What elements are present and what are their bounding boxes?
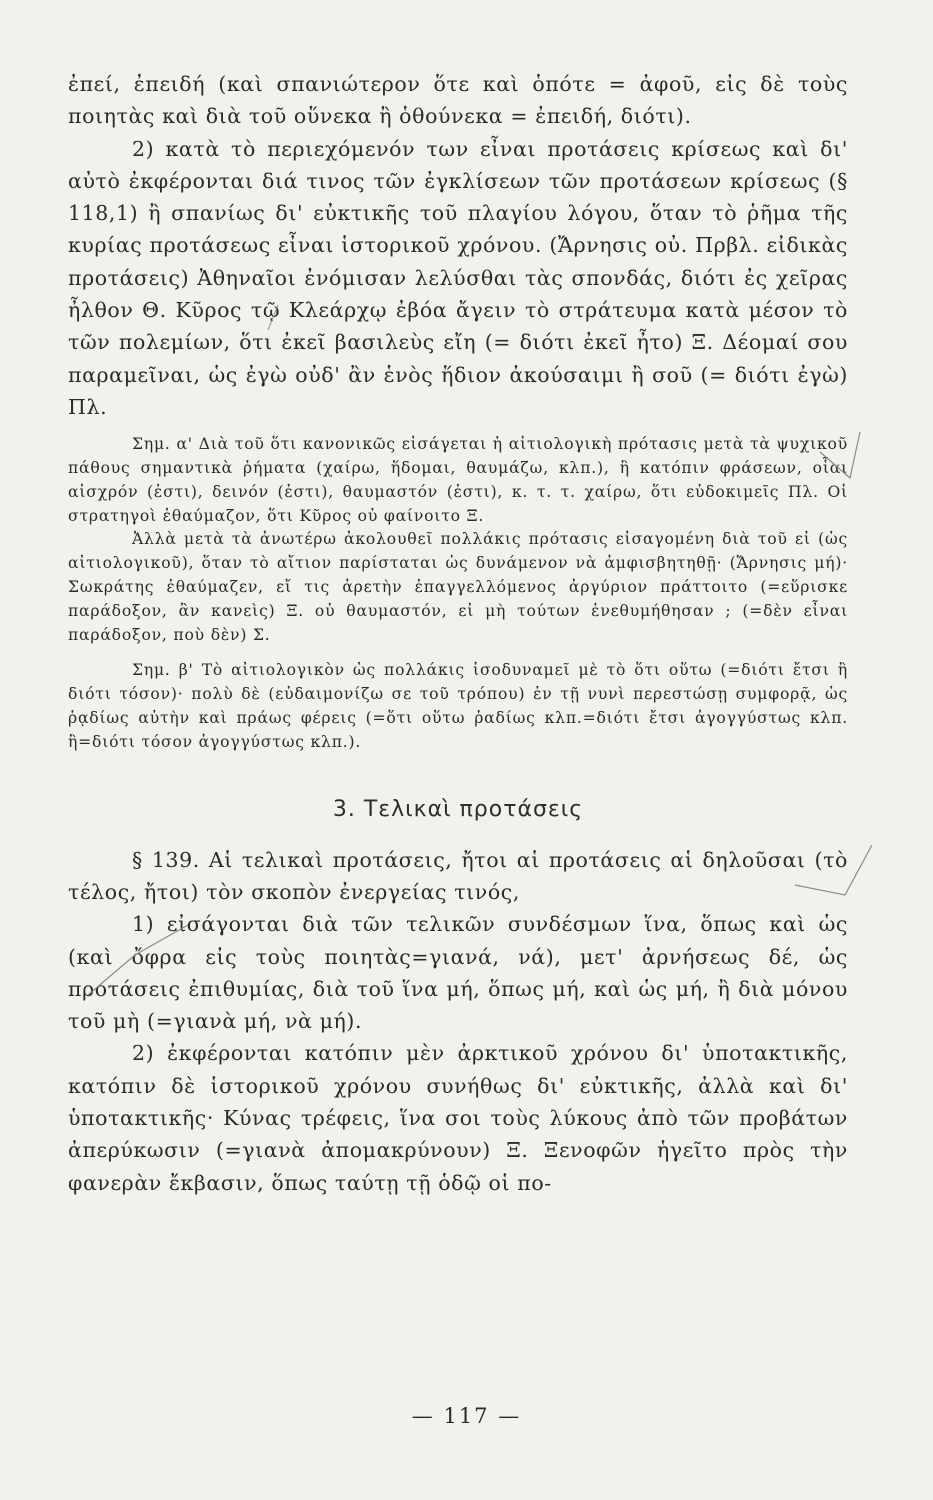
note-paragraph: Σημ. β' Τὸ αἰτιολογικὸν ὡς πολλάκις ἰσοδυναμεῖ μὲ τὸ ὅτι οὕτω (=διότι ἔτσι ἢ διότι τόσον)· πολὺ δὲ (εὐδαιμονίζω σε τοῦ τρόπου) ἐν τῇ νυνὶ περεστώσῃ συμφορᾷ, ὡς ῥᾳδίως αὐτὴν καὶ πράως φέρεις (=ὅτι οὕτω ῥαδίως κλπ.=διότι ἔτσι ἀγογγύστως κλπ. ἢ=διότι τόσον ἀγογγύστως κλπ.). bbox=[68, 661, 848, 751]
page-number: — 117 — bbox=[411, 1404, 522, 1428]
section-heading: 3. Τελικαὶ προτάσεις bbox=[332, 796, 584, 822]
note-paragraph: Σημ. α' Διὰ τοῦ ὅτι κανονικῶς εἰσάγεται ἡ αἰτιολογικὴ πρότασις μετὰ τὰ ψυχικοῦ πάθους σημαντικὰ ῥήματα (χαίρω, ἥδομαι, θαυμάζω, κλπ.), ἢ κατόπιν φράσεων, οἷαι αἰσχρόν (ἐστι), δεινόν (ἐστι), θαυμαστόν (ἐστι), κ. τ. τ. χαίρω, ὅτι εὐδοκιμεῖς Πλ. Οἱ στρατηγοὶ ἐθαύμαζον, ὅτι Κῦρος οὐ φαίνοιτο Ξ. bbox=[68, 435, 848, 525]
body-paragraph: ἐπεί, ἐπειδή (καὶ σπανιώτερον ὅτε καὶ ὁπότε = ἀφοῦ, εἰς δὲ τοὺς ποιητὰς καὶ διὰ τοῦ οὕνεκα ἢ ὁθούνεκα = ἐπειδή, διότι). bbox=[68, 72, 848, 129]
pencil-check-mark bbox=[795, 845, 872, 895]
note-paragraph: Ἀλλὰ μετὰ τὰ ἀνωτέρω ἀκολουθεῖ πολλάκις πρότασις εἰσαγομένη διὰ τοῦ εἰ (ὡς αἰτιολογικοῦ), ὅταν τὸ αἴτιον παρίσταται ὡς δυνάμενον νὰ ἀμφισβητηθῇ· (Ἄρνησις μή)· Σωκράτης ἐθαύμαζεν, εἴ τις ἀρετὴν ἐπαγγελλόμενος ἀργύριον πράττοιτο (=εὕρισκε παράδοξον, ἂν κανεὶς) Ξ. οὐ θαυμαστόν, εἰ μὴ τούτων ἐνεθυμήθησαν ; (=δὲν εἶναι παράδοξον, ποὺ δὲν) Σ. bbox=[68, 530, 848, 644]
pencil-check-mark bbox=[88, 925, 188, 995]
pencil-check-mark bbox=[820, 432, 860, 478]
section-paragraph: 1) εἰσάγονται διὰ τῶν τελικῶν συνδέσμων ἵνα, ὅπως καὶ ὡς (καὶ ὄφρα εἰς τοὺς ποιητὰς=γιανά, νά), μετ' ἀρνήσεως δέ, ὡς προτάσεις ἐπιθυμίας, διὰ τοῦ ἵνα μή, ὅπως μή, καὶ ὡς μή, ἢ διὰ μόνου τοῦ μὴ (=γιανὰ μή, νὰ μή). bbox=[68, 912, 848, 1034]
section-paragraph: 2) ἐκφέρονται κατόπιν μὲν ἀρκτικοῦ χρόνου δι' ὑποτακτικῆς, κατόπιν δὲ ἱστορικοῦ χρόνου συνήθως δι' εὐκτικῆς, ἀλλὰ καὶ δι' ὑποτακτικῆς· Κύνας τρέφεις, ἵνα σοι τοὺς λύκους ἀπὸ τῶν προβάτων ἀπερύκωσιν (=γιανὰ ἀπομακρύνουν) Ξ. Ξενοφῶν ἡγεῖτο πρὸς τὴν φανερὰν ἔκβασιν, ὅπως ταύτῃ τῇ ὁδῷ οἱ πο- bbox=[68, 1041, 848, 1195]
pencil-stroke bbox=[268, 305, 278, 330]
body-paragraph: 2) κατὰ τὸ περιεχόμενόν των εἶναι προτάσεις κρίσεως καὶ δι' αὐτὸ ἐκφέρονται διά τινος τῶν ἐγκλίσεων τῶν προτάσεων κρίσεως (§ 118,1) ἢ σπανίως δι' εὐκτικῆς τοῦ πλαγίου λόγου, ὅταν τὸ ῥῆμα τῆς κυρίας προτάσεως εἶναι ἱστορικοῦ χρόνου. (Ἄρνησις οὐ. Πρβλ. εἰδικὰς προτάσεις) Ἀθηναῖοι ἐνόμισαν λελύσθαι τὰς σπονδάς, διότι ἐς χεῖρας ἦλθον Θ. Κῦρος τῷ Κλεάρχῳ ἐβόα ἄγειν τὸ στράτευμα κατὰ μέσον τὸ τῶν πολεμίων, ὅτι ἐκεῖ βασιλεὺς εἴη (= διότι ἐκεῖ ἦτο) Ξ. Δέομαί σου παραμεῖναι, ὡς ἐγὼ οὐδ' ἂν ἑνὸς ἥδιον ἀκούσαιμι ἢ σοῦ (= διότι ἐγὼ) Πλ. bbox=[68, 136, 848, 419]
section-paragraph: § 139. Αἱ τελικαὶ προτάσεις, ἤτοι αἱ προτάσεις αἱ δηλοῦσαι (τὸ τέλος, ἤτοι) τὸν σκοπὸν ἐνεργείας τινός, bbox=[68, 847, 848, 904]
